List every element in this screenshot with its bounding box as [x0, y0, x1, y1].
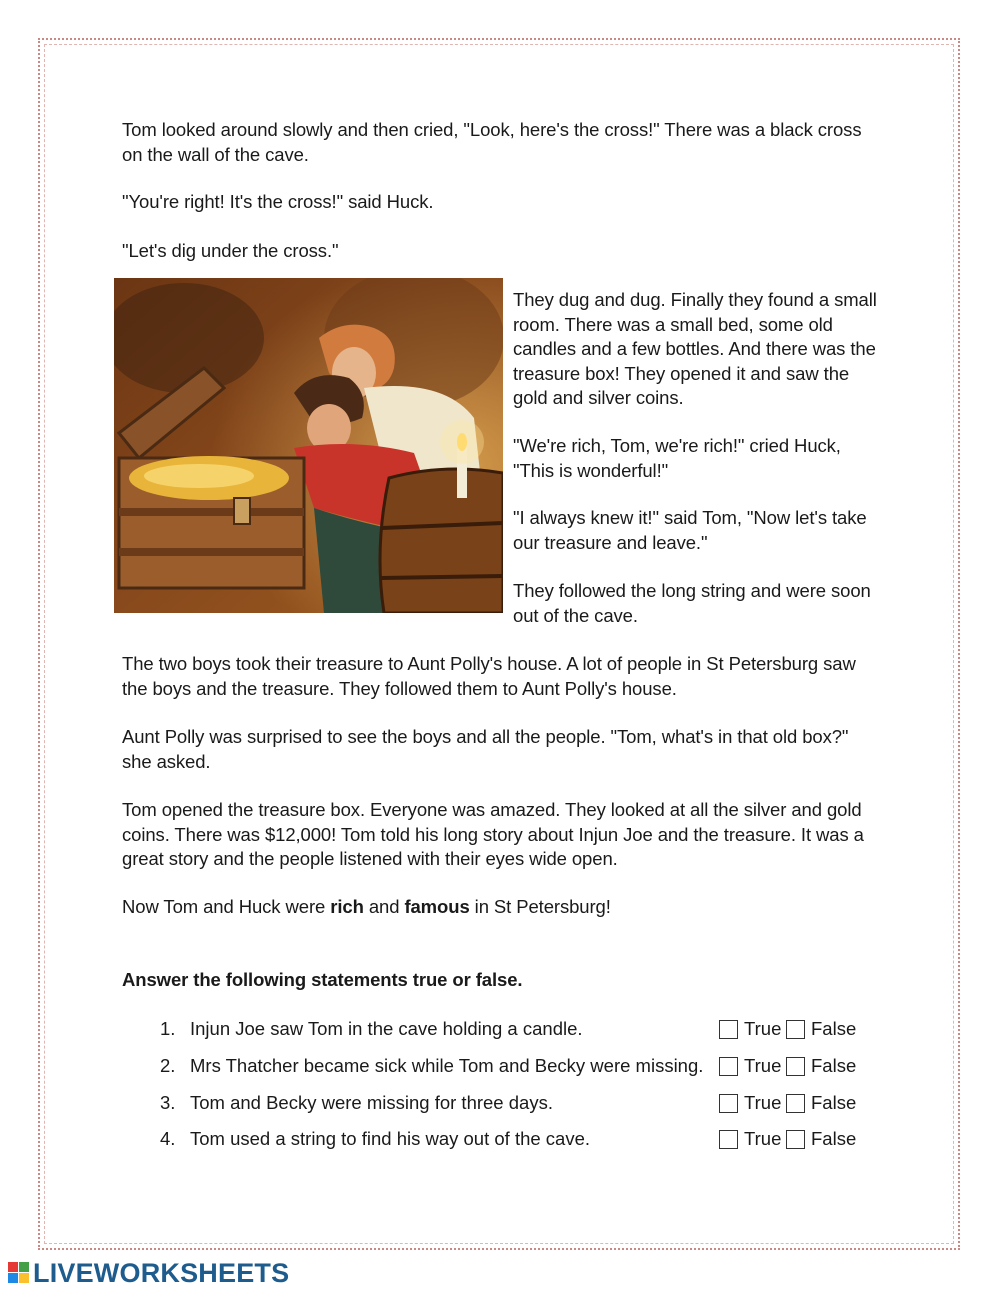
- true-label: True: [744, 1018, 782, 1039]
- story-paragraph-5: "We're rich, Tom, we're rich!" cried Huck, "This is wonderful!": [513, 435, 841, 481]
- story-paragraph-3: "Let's dig under the cross.": [122, 240, 339, 261]
- question-text: Injun Joe saw Tom in the cave holding a candle.: [190, 1018, 583, 1039]
- question-text: Tom and Becky were missing for three days.: [190, 1092, 553, 1113]
- true-option[interactable]: [719, 1127, 781, 1151]
- question-number: 2.: [160, 1055, 176, 1076]
- story-paragraph-7: They followed the long string and were soon out of the cave.: [513, 580, 871, 626]
- story-paragraph-8: The two boys took their treasure to Aunt Polly's house. A lot of people in St Petersburg saw the boys and the treasure. They followed them to Aunt Polly's house.: [122, 653, 856, 699]
- logo-mark-icon: [8, 1262, 30, 1284]
- p11-a: Now Tom and Huck were: [122, 896, 331, 917]
- story-paragraph-6: "I always knew it!" said Tom, "Now let's take our treasure and leave.": [513, 507, 867, 553]
- false-option[interactable]: [786, 1054, 856, 1078]
- true-label: True: [744, 1092, 782, 1113]
- false-option[interactable]: [786, 1017, 856, 1041]
- false-checkbox[interactable]: [786, 1130, 805, 1149]
- question-row: [160, 1091, 860, 1115]
- true-checkbox[interactable]: [719, 1130, 738, 1149]
- treasure-illustration: [114, 278, 503, 613]
- false-checkbox[interactable]: [786, 1057, 805, 1076]
- false-checkbox[interactable]: [786, 1020, 805, 1039]
- word-famous: famous: [404, 896, 470, 917]
- question-row: [160, 1054, 860, 1078]
- false-label: False: [811, 1092, 857, 1113]
- story-paragraph-4: They dug and dug. Finally they found a small room. There was a small bed, some old candles and a few bottles. And there was the treasure box! They opened it and saw the gold and silver coins.: [513, 289, 877, 408]
- false-option[interactable]: [786, 1091, 856, 1115]
- false-checkbox[interactable]: [786, 1094, 805, 1113]
- true-label: True: [744, 1055, 782, 1076]
- question-row: [160, 1127, 860, 1151]
- false-label: False: [811, 1055, 857, 1076]
- liveworksheets-logo: [8, 1258, 289, 1288]
- question-number: 3.: [160, 1092, 176, 1113]
- true-checkbox[interactable]: [719, 1057, 738, 1076]
- true-label: True: [744, 1128, 782, 1149]
- true-option[interactable]: [719, 1054, 781, 1078]
- question-text: Mrs Thatcher became sick while Tom and Becky were missing.: [190, 1055, 704, 1076]
- word-rich: rich: [330, 896, 364, 917]
- question-number: 1.: [160, 1018, 176, 1039]
- true-checkbox[interactable]: [719, 1094, 738, 1113]
- story-paragraph-10: Tom opened the treasure box. Everyone was amazed. They looked at all the silver and gold coins. There was $12,000! Tom told his long story about Injun Joe and the treasure. It was a great story and the people listened with their eyes wide open.: [122, 799, 864, 869]
- question-number: 4.: [160, 1128, 176, 1149]
- question-text: Tom used a string to find his way out of the cave.: [190, 1128, 591, 1149]
- false-option[interactable]: [786, 1127, 856, 1151]
- p11-e: in St Petersburg!: [469, 896, 611, 917]
- false-label: False: [811, 1018, 857, 1039]
- true-checkbox[interactable]: [719, 1020, 738, 1039]
- true-option[interactable]: [719, 1017, 781, 1041]
- false-label: False: [811, 1128, 857, 1149]
- p11-c: and: [363, 896, 405, 917]
- story-paragraph-2: "You're right! It's the cross!" said Huck.: [122, 191, 434, 212]
- story-paragraph-11: [122, 895, 882, 920]
- story-paragraph-1: Tom looked around slowly and then cried, "Look, here's the cross!" There was a black cross on the wall of the cave.: [122, 119, 862, 165]
- question-row: [160, 1017, 860, 1041]
- story-paragraph-9: Aunt Polly was surprised to see the boys and all the people. "Tom, what's in that old box?" she asked.: [122, 726, 849, 772]
- logo-text: LIVEWORKSHEETS: [33, 1257, 290, 1288]
- true-option[interactable]: [719, 1091, 781, 1115]
- exercise-instruction: Answer the following statements true or false.: [122, 969, 523, 990]
